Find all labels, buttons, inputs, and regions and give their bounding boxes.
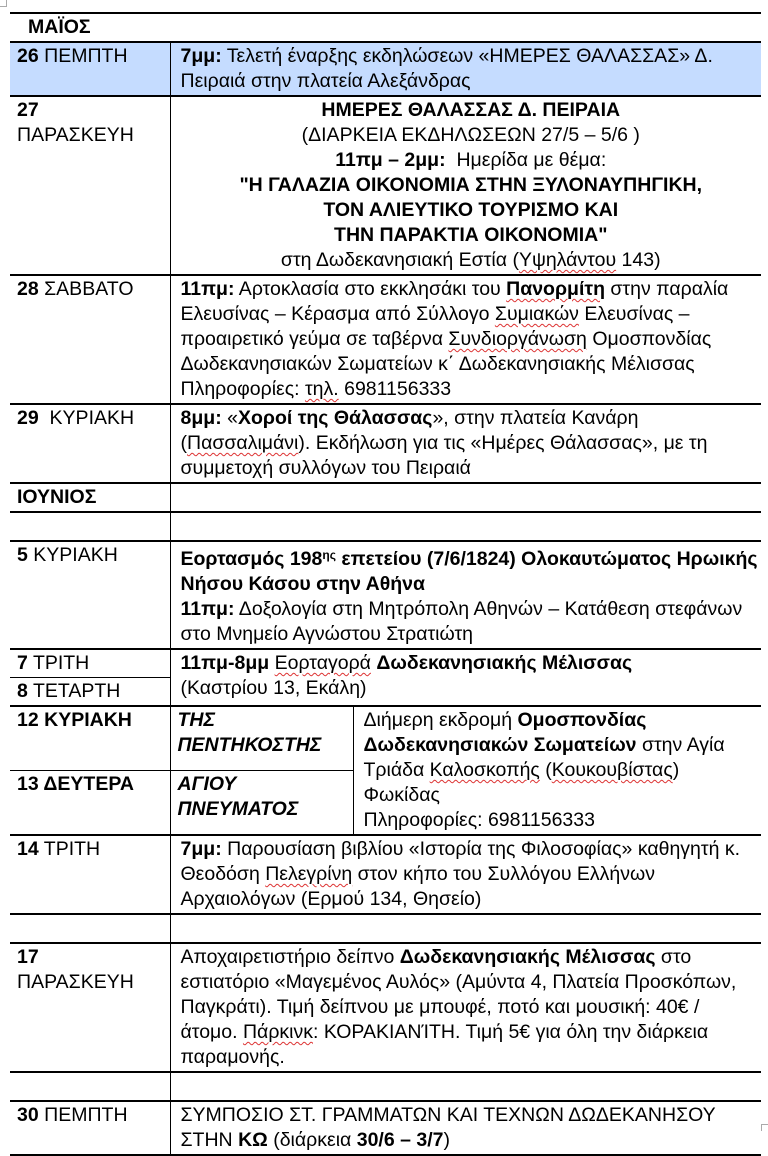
day-cell: 30 ΠΕΜΠΤΗ bbox=[10, 1101, 170, 1155]
table-row bbox=[10, 706, 761, 771]
month-row-may bbox=[10, 13, 761, 42]
event-cell: ΗΜΕΡΕΣ ΘΑΛΑΣΣΑΣ Δ. ΠΕΙΡΑΙΑ (ΔΙΑΡΚΕΙΑ ΕΚΔΗΛΩΣΕΩΝ 27/5 – 5/6 ) 11πμ – 2μμ: Ημερίδα με θέμα: "Η ΓΑΛΑΖΙΑ ΟΙΚΟΝΟΜΙΑ ΣΤΗΝ ΞΥΛΟΝΑΥΠΗΓΙΚΗ, ΤΟΝ ΑΛΙΕΥΤΙΚΟ ΤΟΥΡΙΣΜΟ ΚΑΙ ΤΗΝ ΠΑΡΑΚΤΙΑ ΟΙΚΟΝΟΜΙΑ" στη Δωδεκανησιακή Εστία (Υψηλάντου 143) bbox=[170, 96, 761, 275]
table-row bbox=[10, 42, 761, 96]
event-cell: 7μμ: Τελετή έναρξης εκδηλώσεων «ΗΜΕΡΕΣ ΘΑΛΑΣΣΑΣ» Δ. Πειραιά στην πλατεία Αλεξάνδρας bbox=[170, 42, 761, 96]
event-cell: 7μμ: Παρουσίαση βιβλίου «Ιστορία της Φιλοσοφίας» καθηγητή κ. Θεοδόση Πελεγρίνη στον κήπο του Συλλόγου Ελλήνων Αρχαιολόγων (Ερμού 134, Θησείο) bbox=[170, 835, 761, 914]
day-cell: 7 ΤΡΙΤΗ bbox=[10, 649, 170, 678]
empty-row bbox=[10, 1072, 761, 1101]
events-document bbox=[10, 12, 761, 1156]
table-row bbox=[10, 649, 761, 678]
month-label: ΜΑΪΟΣ bbox=[28, 16, 91, 38]
table-row bbox=[10, 541, 761, 649]
event-cell: ΣΥΜΠΟΣΙΟ ΣΤ. ΓΡΑΜΜΑΤΩΝ ΚΑΙ ΤΕΧΝΩΝ ΔΩΔΕΚΑΝΗΣΟΥ ΣΤΗΝ ΚΩ (διάρκεια 30/6 – 3/7) bbox=[170, 1101, 761, 1155]
table-row bbox=[10, 943, 761, 1072]
month-row-june bbox=[10, 483, 761, 512]
feast-cell: ΑΓΙΟΥ ΠΝΕΥΜΑΤΟΣ bbox=[170, 771, 353, 836]
day-cell: 14 ΤΡΙΤΗ bbox=[10, 835, 170, 914]
day-cell: 17 ΠΑΡΑΣΚΕΥΗ bbox=[10, 943, 170, 1072]
day-cell: 13 ΔΕΥΤΕΡΑ bbox=[10, 771, 170, 836]
table-row bbox=[10, 835, 761, 914]
feast-cell: ΤΗΣ ΠΕΝΤΗΚΟΣΤΗΣ bbox=[170, 706, 353, 771]
event-cell: Αποχαιρετιστήριο δείπνο Δωδεκανησιακής Μέλισσας στο εστιατόριο «Μαγεμένος Αυλός» (Αμύντα 4, Πλατεία Προσκόπων, Παγκράτι). Τιμή δείπνου με μπουφέ, ποτό και μουσική: 40€ / άτομο. Πάρκινκ: ΚΟΡΑΚΙΑΝΊΤΗ. Τιμή 5€ για όλη την διάρκεια παραμονής. bbox=[170, 943, 761, 1072]
day-cell: 8 ΤΕΤΑΡΤΗ bbox=[10, 678, 170, 707]
day-cell: 5 ΚΥΡΙΑΚΗ bbox=[10, 541, 170, 649]
day-cell: 27 ΠΑΡΑΣΚΕΥΗ bbox=[10, 96, 170, 275]
event-cell: 11πμ: Αρτοκλασία στο εκκλησάκι του Πανορμίτη στην παραλία Ελευσίνας – Κέρασμα από Σύλλογο Συμιακών Ελευσίνας – προαιρετικό γεύμα σε ταβέρνα Συνδιοργάνωση Ομοσπονδίας Δωδεκανησιακών Σωματείων κ΄ Δωδεκανησιακής Μέλισσας Πληροφορίες: τηλ. 6981156333 bbox=[170, 275, 761, 404]
text-boundary-marker bbox=[0, 0, 7, 7]
event-cell: 8μμ: «Χοροί της Θάλασσας», στην πλατεία Κανάρη (Πασσαλιμάνι). Εκδήλωση για τις «Ημέρες Θάλασσας», με τη συμμετοχή συλλόγων του Πειραιά bbox=[170, 404, 761, 483]
table-row bbox=[10, 275, 761, 404]
month-label: ΙΟΥΝΙΟΣ bbox=[17, 486, 97, 508]
day-cell: 29 ΚΥΡΙΑΚΗ bbox=[10, 404, 170, 483]
day-cell: 12 ΚΥΡΙΑΚΗ bbox=[10, 706, 170, 771]
day-cell: 28 ΣΑΒΒΑΤΟ bbox=[10, 275, 170, 404]
day-cell: 26 ΠΕΜΠΤΗ bbox=[10, 42, 170, 96]
event-cell: 11πμ-8μμ Εορταγορά Δωδεκανησιακής Μέλισσας (Καστρίου 13, Εκάλη) bbox=[170, 649, 761, 706]
text-boundary-marker bbox=[761, 1124, 768, 1131]
event-cell: Εορτασμός $198^{\eta\varsigma}$ επετείου (7/6/1824) Ολοκαυτώματος Ηρωικής Νήσου Κάσου στην Αθήνα 11πμ: Δοξολογία στη Μητρόπολη Αθηνών – Κατάθεση στεφάνων στο Μνημείο Αγνώστου Στρατιώτη bbox=[170, 541, 761, 649]
table-row bbox=[10, 1101, 761, 1155]
empty-row bbox=[10, 512, 761, 541]
empty-row bbox=[10, 914, 761, 943]
table-row bbox=[10, 404, 761, 483]
table-row bbox=[10, 96, 761, 275]
events-table bbox=[10, 12, 761, 1156]
event-cell: Διήμερη εκδρομή Ομοσπονδίας Δωδεκανησιακών Σωματείων στην Αγία Τριάδα Καλοσκοπής (Κουκουβίστας) Φωκίδας Πληροφορίες: 6981156333 bbox=[353, 706, 761, 835]
